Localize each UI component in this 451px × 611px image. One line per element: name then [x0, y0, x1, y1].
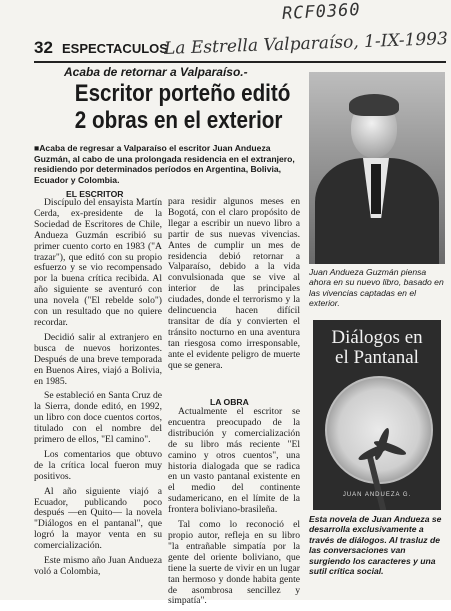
palm-trunk	[367, 454, 390, 510]
headline-line-1: Escritor porteño editó	[74, 80, 291, 107]
paragraph: Decidió salir al extranjero en busca de nuevos horizontes. Después de una breve temporada en Buenos Aires, viajó a Bolivia, en 1985.	[34, 331, 162, 387]
photo-hair	[349, 94, 399, 116]
photo-caption: Juan Andueza Guzmán piensa ahora en su nuevo libro, basado en las vivencias captadas en el exterior.	[309, 267, 444, 309]
header-rule	[34, 61, 446, 63]
lede-text: Acaba de regresar a Valparaíso el escritor Juan Andueza Guzmán, al cabo de una prolongada residencia en el extranjero, residiendo por determinados períodos en Argentina, Bolivia, Ecuador y Colombia.	[34, 143, 295, 185]
book-cover-illustration	[325, 376, 433, 484]
paragraph: Discípulo del ensayista Martín Cerda, ex-presidente de la Sociedad de Escritores de Chile, Andueza Guzmán escribió su primer cuento corto en 1983 ("A trazar"), que editó con su propio esfuerzo y se vio recompensado por la buena crítica recibida. Al año siguiente se aventuró con una novela ("El rebelde solo") con un resultado que no quiere recordar.	[34, 197, 162, 328]
headline-line-2: 2 obras en el exterior	[74, 107, 283, 134]
author-photo	[309, 72, 445, 264]
paragraph: Al año siguiente viajó a Ecuador, publicando poco después —en Quito— la novela "Diálogos en el pantanal", que logró la mayor venta en su comercialización.	[34, 485, 162, 552]
subhead-la-obra: LA OBRA	[210, 397, 249, 407]
book-title-line-2: el Pantanal	[335, 347, 419, 368]
book-cover-image	[313, 320, 441, 510]
paragraph: Los comentarios que obtuvo de la crítica local fueron muy positivos.	[34, 448, 162, 482]
subhead-el-escritor: EL ESCRITOR	[66, 189, 124, 199]
archive-stamp: RCF0360	[281, 0, 362, 25]
section-header	[34, 29, 449, 60]
article-column-2	[168, 197, 300, 376]
book-cover-title	[313, 328, 441, 368]
article-lede	[34, 143, 302, 185]
article-column-1	[34, 198, 162, 582]
article-headline	[74, 80, 291, 134]
article-column-2-continued	[168, 407, 300, 611]
paragraph: Tal como lo reconoció el propio autor, refleja en su libro "la entrañable simpatía por la gente del oriente boliviano, que tiene la suerte de vivir en un lugar tan hermoso y donde habita gente de asombrosa sencillez y simpatía".	[168, 519, 300, 607]
paragraph: para residir algunos meses en Bogotá, con el claro propósito de llegar a escribir un nuevo libro a partir de sus nuevas vivencias. Antes de cumplir un mes de residencia debió retornar a Valparaíso, debido a la vida convulsionada que se vive al interior de las principales ciudades, donde el terrorismo y la delincuencia hacen difícil transitar de día y convierten el tránsito nocturno en una aventura tan riesgosa como irresponsable, ante el evidente peligro de muerte que se genera.	[168, 196, 300, 371]
lede-bullet: ■	[34, 143, 40, 153]
article-kicker: Acaba de retornar a Valparaíso.-	[64, 65, 248, 79]
paragraph: Este mismo año Juan Andueza voló a Colombia,	[34, 555, 162, 577]
section-number: 32	[34, 38, 53, 57]
paragraph: Se estableció en Santa Cruz de la Sierra, donde editó, en 1992, un libro con doce cuentos cortos, titulado con el nombre del primero de ellos, "El camino".	[34, 390, 163, 446]
photo-tie	[371, 164, 381, 214]
handwritten-source-note: La Estrella Valparaíso, 1-IX-1993	[163, 29, 449, 59]
book-cover-author: JUAN ANDUEZA G.	[342, 492, 412, 498]
book-title-line-1: Diálogos en	[331, 327, 423, 348]
book-caption: Esta novela de Juan Andueza se desarrolla exclusivamente a través de diálogos. Al trasluz de las conversaciones van surgiendo los caracteres y una sutil crítica social.	[309, 514, 442, 577]
section-name: ESPECTACULOS	[62, 41, 168, 56]
paragraph: Actualmente el escritor se encuentra preocupado de la distribución y comercialización de su libro más reciente "El camino y otros cuentos", una historia dialogada que se radica en un vasto pantanal existente en el medio del continente sudamericano, en el límite de la frontera boliviano-brasileña.	[168, 406, 300, 516]
